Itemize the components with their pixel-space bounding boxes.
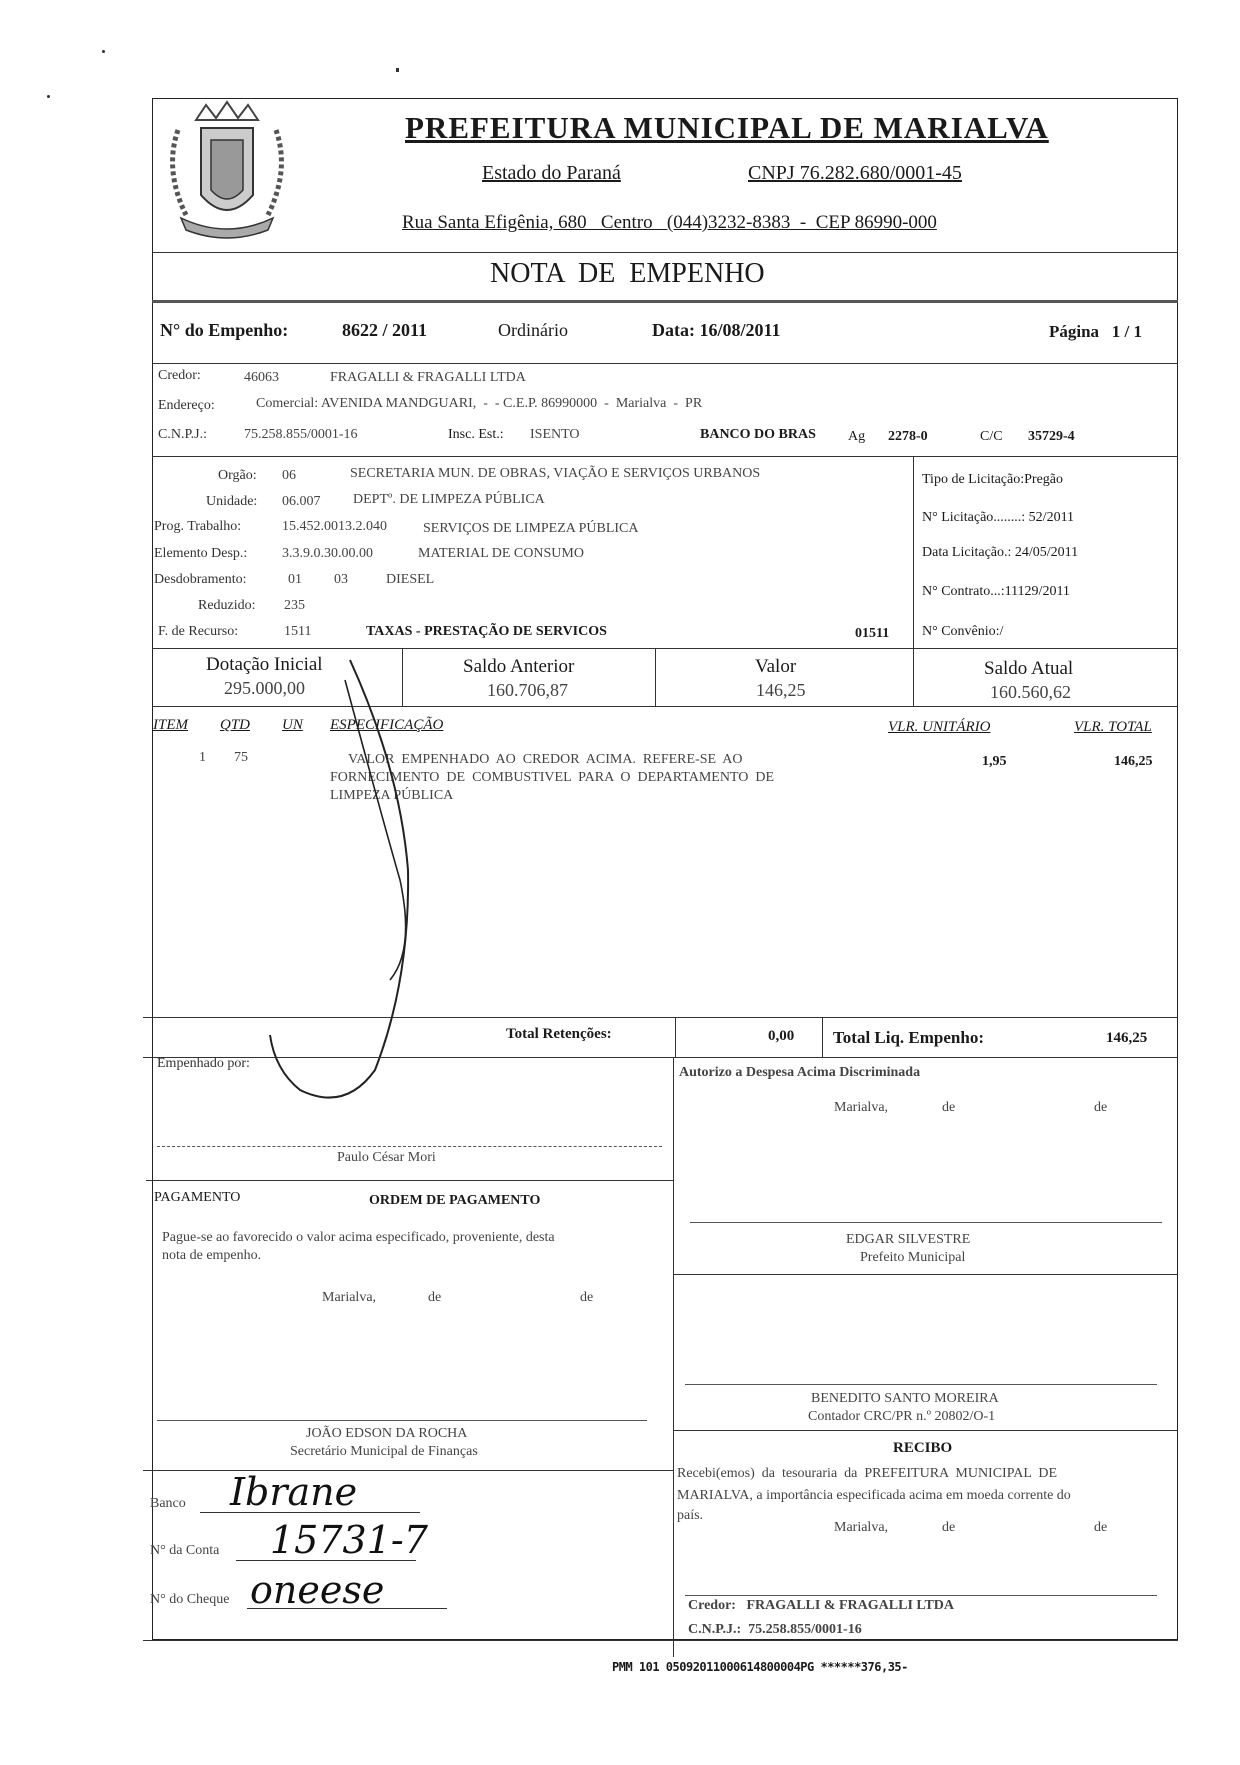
item-spec-line1: VALOR EMPENHADO AO CREDOR ACIMA. REFERE-SE AO xyxy=(348,752,743,767)
contador-role: Contador CRC/PR n.º 20802/O-1 xyxy=(808,1409,996,1424)
orgao-name: SECRETARIA MUN. DE OBRAS, VIAÇÃO E SERVIÇOS URBANOS xyxy=(350,466,761,481)
cheque-value: oneese xyxy=(250,1568,385,1612)
prog-label: Prog. Trabalho: xyxy=(154,519,242,534)
pagamento-city: Marialva, xyxy=(322,1290,377,1305)
recibo-de1: de xyxy=(942,1520,956,1535)
prog-name: SERVIÇOS DE LIMPEZA PÚBLICA xyxy=(423,521,639,536)
recibo-text1: Recebi(emos) da tesouraria da PREFEITURA MUNICIPAL DE xyxy=(677,1466,1058,1481)
recurso-label: F. de Recurso: xyxy=(158,624,239,639)
orgao-label: Orgão: xyxy=(218,468,257,483)
desdob-a: 01 xyxy=(288,572,302,587)
licitacao-convenio: N° Convênio:/ xyxy=(922,624,1004,639)
pagamento-title: ORDEM DE PAGAMENTO xyxy=(369,1193,541,1208)
banco-value: Ibrane xyxy=(230,1470,358,1514)
ret-label: Total Retenções: xyxy=(506,1026,612,1042)
empenho-label: N° do Empenho: xyxy=(160,320,289,340)
recibo-cnpj: C.N.P.J.: 75.258.855/0001-16 xyxy=(688,1622,862,1637)
col-spec: ESPECIFICAÇÃO xyxy=(330,717,444,733)
credor-code: 46063 xyxy=(244,370,279,385)
contador-signer: BENEDITO SANTO MOREIRA xyxy=(811,1391,999,1406)
cc-label: C/C xyxy=(980,429,1003,444)
autorizo-role: Prefeito Municipal xyxy=(860,1250,966,1265)
reduzido-value: 235 xyxy=(284,598,305,613)
atual-label: Saldo Atual xyxy=(984,658,1074,679)
credor-address: Comercial: AVENIDA MANDGUARI, - - C.E.P. 86990000 - Marialva - PR xyxy=(256,396,703,411)
valor-value: 146,25 xyxy=(756,680,806,700)
anterior-value: 160.706,87 xyxy=(487,680,568,700)
dotacao-label: Dotação Inicial xyxy=(206,654,323,675)
pagamento-text1: Pague-se ao favorecido o valor acima especificado, proveniente, desta xyxy=(162,1230,555,1245)
pagamento-de2: de xyxy=(580,1290,594,1305)
handwritten-mark xyxy=(260,650,460,1120)
pagamento-role: Secretário Municipal de Finanças xyxy=(290,1444,478,1459)
ret-value: 0,00 xyxy=(768,1028,795,1044)
item-total-value: 146,25 xyxy=(1114,754,1153,769)
orgao-code: 06 xyxy=(282,468,296,483)
empenho-type: Ordinário xyxy=(498,320,568,340)
col-total-value: VLR. TOTAL xyxy=(1074,719,1152,735)
licitacao-numero: N° Licitação........: 52/2011 xyxy=(922,510,1075,525)
item-number: 1 xyxy=(199,750,206,765)
desdob-name: DIESEL xyxy=(386,572,435,587)
recurso-code: 1511 xyxy=(284,624,312,639)
col-qtd: QTD xyxy=(220,717,251,733)
autorizo-de1: de xyxy=(942,1100,956,1115)
item-unit-value: 1,95 xyxy=(982,754,1007,769)
conta-value: 15731-7 xyxy=(270,1518,428,1562)
elem-name: MATERIAL DE CONSUMO xyxy=(418,546,584,561)
desdob-b: 03 xyxy=(334,572,348,587)
banco-label: Banco xyxy=(150,1496,186,1511)
cc-value: 35729-4 xyxy=(1028,429,1075,444)
item-spec-line3: LIMPEZA PÚBLICA xyxy=(330,788,454,803)
prefeitura-title: PREFEITURA MUNICIPAL DE MARIALVA xyxy=(405,110,1049,145)
conta-label: N° da Conta xyxy=(150,1543,220,1558)
liq-value: 146,25 xyxy=(1106,1030,1148,1046)
credor-cnpj: 75.258.855/0001-16 xyxy=(244,427,358,442)
prog-code: 15.452.0013.2.040 xyxy=(282,519,387,534)
unidade-code: 06.007 xyxy=(282,494,321,509)
doc-title: NOTA DE EMPENHO xyxy=(490,258,765,289)
item-spec-line2: FORNECIMENTO DE COMBUSTIVEL PARA O DEPARTAMENTO DE xyxy=(330,770,775,785)
licitacao-data: Data Licitação.: 24/05/2011 xyxy=(922,545,1079,560)
recibo-city: Marialva, xyxy=(834,1520,889,1535)
col-un: UN xyxy=(282,717,303,733)
valor-label: Valor xyxy=(755,656,797,677)
page-number: Página 1 / 1 xyxy=(1049,322,1143,341)
pagamento-signer: JOÃO EDSON DA ROCHA xyxy=(306,1426,468,1441)
autorizo-de2: de xyxy=(1094,1100,1108,1115)
licitacao-tipo: Tipo de Licitação:Pregão xyxy=(922,472,1064,487)
recurso-name: TAXAS - PRESTAÇÃO DE SERVICOS xyxy=(366,624,607,639)
footer-code: PMM 101 05092011000614800004PG ******376,35- xyxy=(612,1660,908,1674)
credor-name: FRAGALLI & FRAGALLI LTDA xyxy=(330,370,526,385)
autorizo-signer: EDGAR SILVESTRE xyxy=(846,1232,971,1247)
credor-label: Credor: xyxy=(158,368,201,383)
licitacao-contrato: N° Contrato...:11129/2011 xyxy=(922,584,1070,599)
desdob-label: Desdobramento: xyxy=(154,572,247,587)
empenhado-name: Paulo César Mori xyxy=(337,1150,436,1165)
empenho-date: Data: 16/08/2011 xyxy=(652,320,781,340)
state-name: Estado do Paraná xyxy=(482,162,621,184)
dotacao-value: 295.000,00 xyxy=(224,678,305,698)
unidade-label: Unidade: xyxy=(206,494,258,509)
cnpj-header: CNPJ 76.282.680/0001-45 xyxy=(748,162,962,184)
elem-label: Elemento Desp.: xyxy=(154,546,248,561)
insc-label: Insc. Est.: xyxy=(448,427,504,442)
insc-value: ISENTO xyxy=(530,427,580,442)
elem-code: 3.3.9.0.30.00.00 xyxy=(282,546,373,561)
unidade-name: DEPTº. DE LIMPEZA PÚBLICA xyxy=(353,492,545,507)
empenhado-label: Empenhado por: xyxy=(157,1056,250,1071)
pagamento-text2: nota de empenho. xyxy=(162,1248,262,1263)
recibo-title: RECIBO xyxy=(893,1440,953,1456)
ag-value: 2278-0 xyxy=(888,429,928,444)
liq-label: Total Liq. Empenho: xyxy=(833,1028,984,1047)
cnpj-label: C.N.P.J.: xyxy=(158,427,208,442)
pagamento-de1: de xyxy=(428,1290,442,1305)
recibo-credor: Credor: FRAGALLI & FRAGALLI LTDA xyxy=(688,1598,955,1613)
reduzido-label: Reduzido: xyxy=(198,598,256,613)
recibo-text3: país. xyxy=(677,1508,704,1523)
autorizo-city: Marialva, xyxy=(834,1100,889,1115)
autorizo-label: Autorizo a Despesa Acima Discriminada xyxy=(679,1065,921,1080)
recibo-de2: de xyxy=(1094,1520,1108,1535)
endereco-label: Endereço: xyxy=(158,398,215,413)
coat-of-arms xyxy=(156,100,298,246)
anterior-label: Saldo Anterior xyxy=(463,656,575,677)
col-unit-value: VLR. UNITÁRIO xyxy=(888,719,991,735)
item-qty: 75 xyxy=(234,750,248,765)
ag-label: Ag xyxy=(848,429,866,444)
bank-name: BANCO DO BRAS xyxy=(700,427,816,442)
recibo-text2: MARIALVA, a importância especificada acima em moeda corrente do xyxy=(677,1488,1071,1503)
pagamento-label: PAGAMENTO xyxy=(154,1190,241,1205)
atual-value: 160.560,62 xyxy=(990,682,1071,702)
cheque-label: N° do Cheque xyxy=(150,1592,230,1607)
col-item: ITEM xyxy=(153,717,188,733)
recurso-number: 01511 xyxy=(855,626,890,641)
address-header: Rua Santa Efigênia, 680 Centro (044)3232-8383 - CEP 86990-000 xyxy=(402,212,937,233)
empenho-number: 8622 / 2011 xyxy=(342,320,428,340)
